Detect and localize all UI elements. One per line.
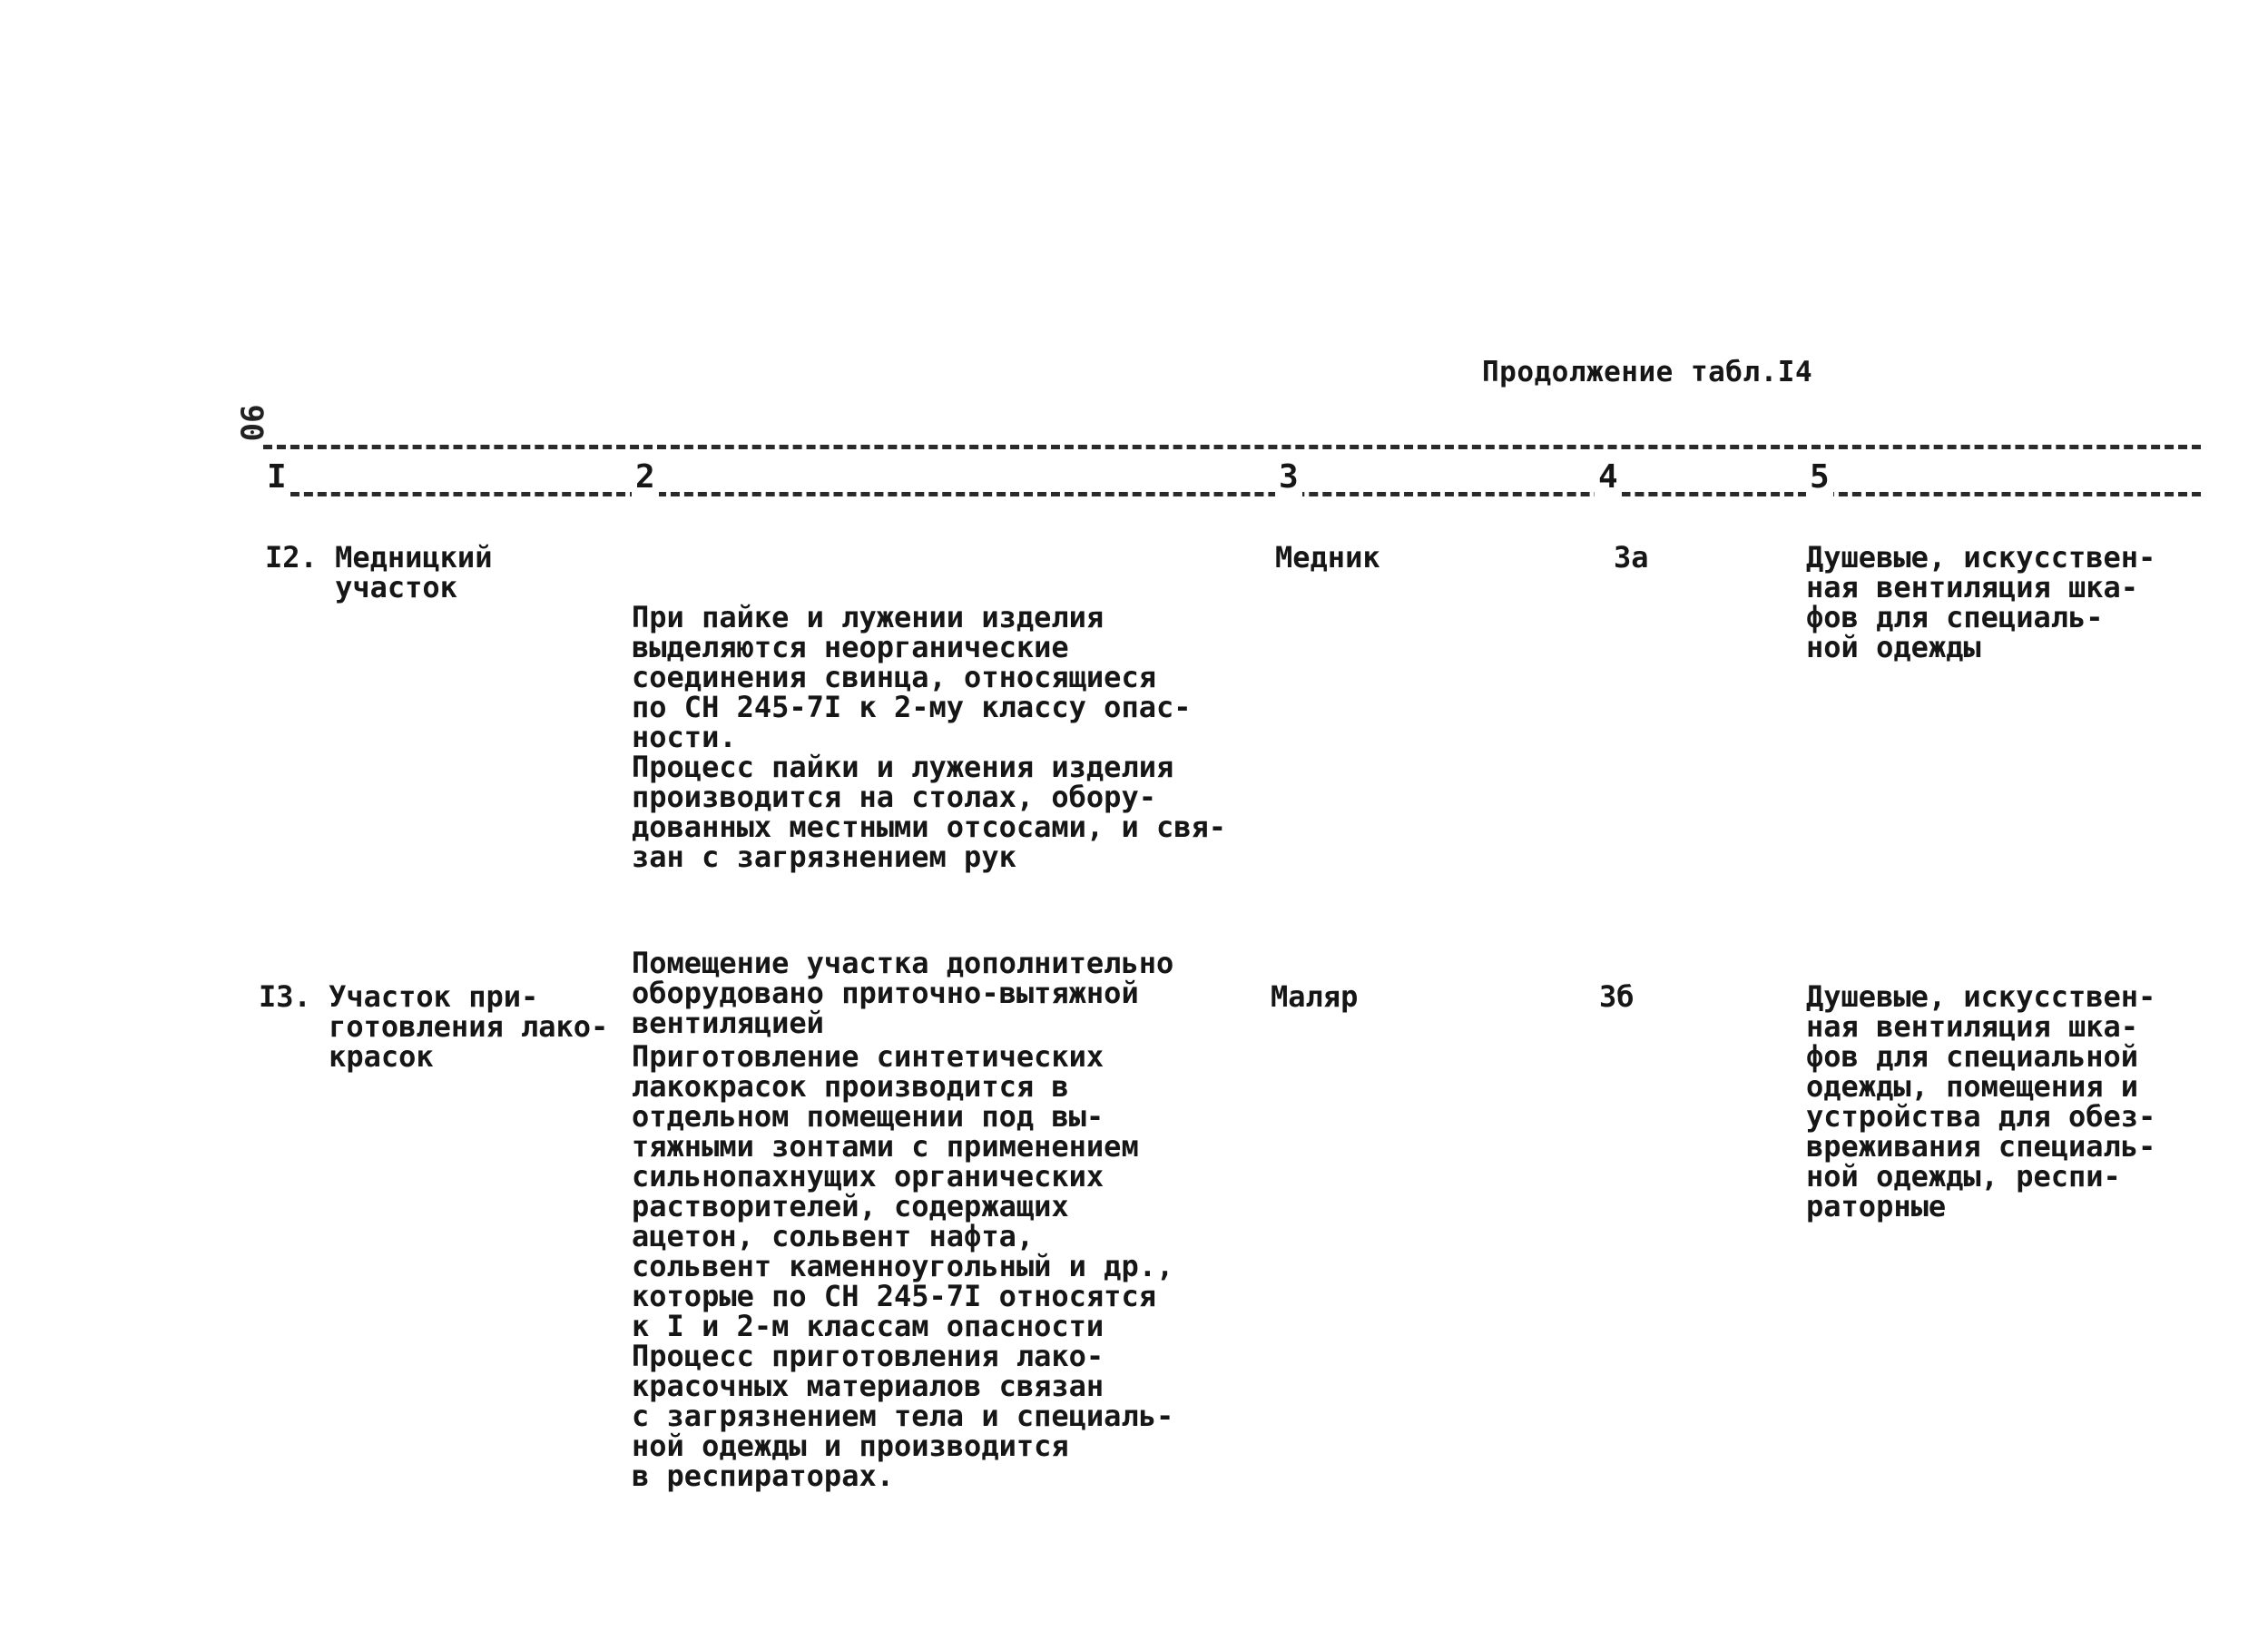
row-12-facilities: Душевые, искусствен- ная вентиляция шка- фов для специаль- ной одежды bbox=[1806, 540, 2156, 664]
column-number-5: 5 bbox=[1806, 457, 1833, 497]
row-13-description bbox=[632, 982, 1173, 1551]
continuation-title: Продолжение табл.I4 bbox=[1482, 356, 1813, 388]
header-rule-top bbox=[263, 445, 2201, 449]
row-13-name: I3. Участок при- готовления лако- красок bbox=[259, 979, 609, 1074]
row-12-group: 3а bbox=[1614, 540, 1649, 575]
column-number-4: 4 bbox=[1595, 457, 1622, 497]
page-number: 90 bbox=[232, 404, 270, 442]
column-number-3: 3 bbox=[1275, 457, 1302, 497]
row-12-description-p2: Помещение участка дополнительно оборудовано приточно-вытяжной вентиляцией bbox=[632, 946, 1174, 1040]
row-12-name: I2. Медницкий участок bbox=[265, 540, 493, 604]
row-13-description-p1: Приготовление синтетических лакокрасок производится в отдельном помещении под вы- тяжными зонтами с применением сильнопахнущих органических растворителей, содержащих ацетон, сольвент нафта, сольвент каменноугольный и др., которые по СН 245-7I относятся к I и 2-м классам опасности Процесс приготовления лако- красочных материалов связан с загрязнением тела и специаль- ной одежды и производится в респираторах. bbox=[632, 1039, 1174, 1493]
row-12-description-p1: При пайке и лужении изделия выделяются неорганические соединения свинца, относящиеся по СН 245-7I к 2-му классу опас- ности. Процесс пайки и лужения изделия производится на столах, обору- дованных местными отсосами, и свя- зан с загрязнением рук bbox=[632, 600, 1227, 874]
column-number-1: I bbox=[263, 457, 290, 497]
header-rule-bottom bbox=[263, 492, 2201, 496]
row-12-profession: Медник bbox=[1275, 540, 1380, 575]
row-13-facilities: Душевые, искусствен- ная вентиляция шка- фов для специальной одежды, помещения и устройства для обез- вреживания специаль- ной одежды, респи- раторные bbox=[1806, 979, 2156, 1223]
row-13-profession: Маляр bbox=[1271, 979, 1359, 1014]
column-number-2: 2 bbox=[632, 457, 659, 497]
row-13-group: 3б bbox=[1599, 979, 1635, 1014]
